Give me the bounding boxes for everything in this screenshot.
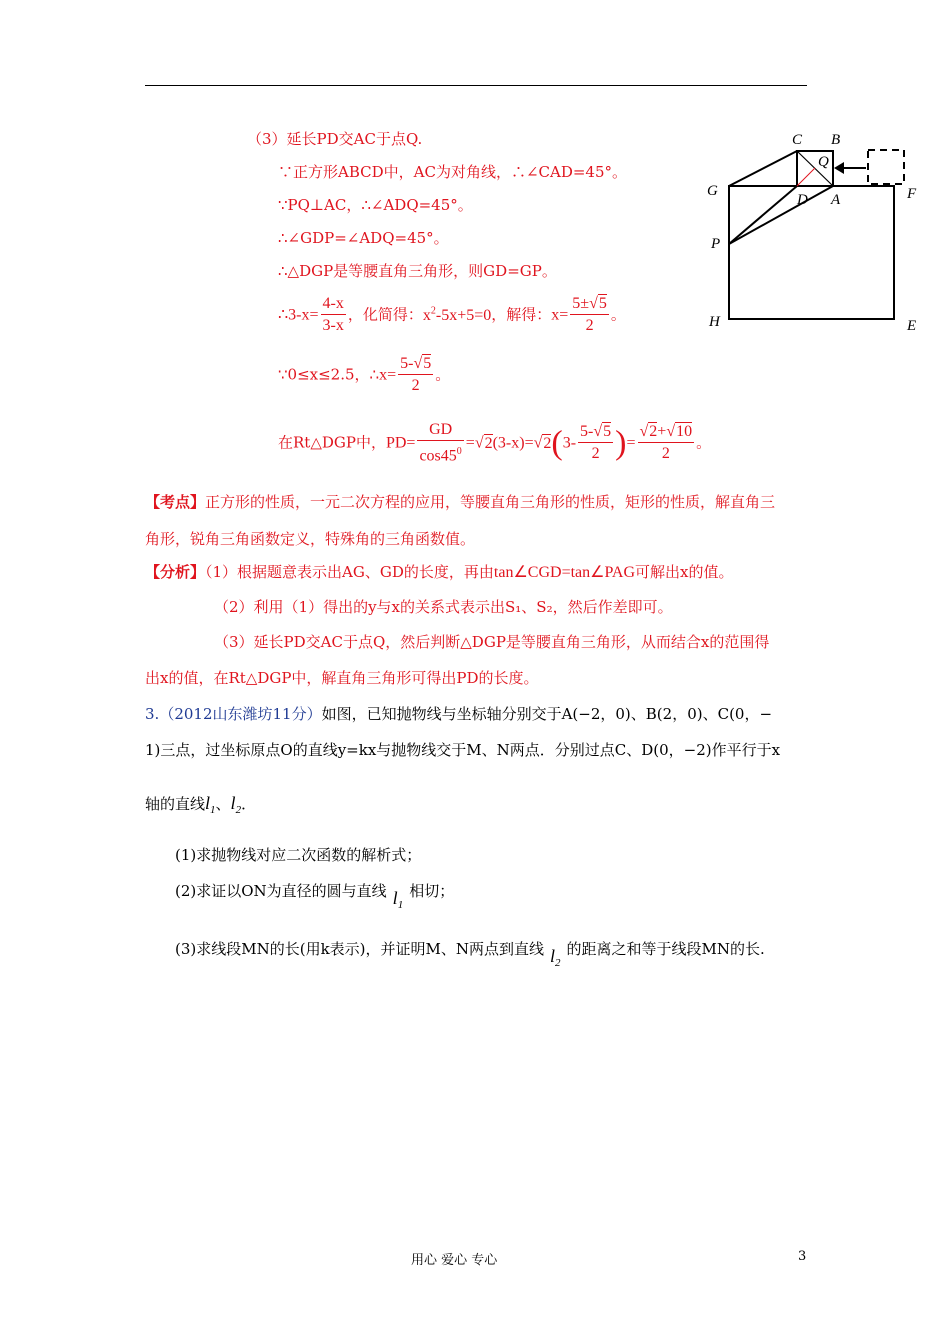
fenxi-line1: 【分析】（1）根据题意表示出AG、GD的长度，再由tan∠CGD=tan∠PAG可解出x的值。 xyxy=(145,563,734,581)
l2-symbol-q3: $l_2$ xyxy=(550,946,561,969)
kaodian-line1 xyxy=(145,491,775,513)
problem3-number: 3. xyxy=(145,705,160,723)
step5-prefix: ∴3-x= xyxy=(278,306,319,324)
label-q: Q xyxy=(818,154,829,170)
fenxi-p3a: （3）延长PD交AC于点Q，然后判断△DGP是等腰直角三角形，从而结合x的范围得 xyxy=(214,633,770,651)
fenxi-p2: （2）利用（1）得出的y与x的关系式表示出S₁、S₂，然后作差即可。 xyxy=(214,598,673,616)
step6-end: 。 xyxy=(435,365,451,384)
label-d: D xyxy=(797,192,808,208)
step5-frac-num: 4-x xyxy=(321,294,346,315)
label-p: P xyxy=(711,236,721,252)
step5-end: 。 xyxy=(610,305,626,324)
kaodian-text1: 正方形的性质，一元二次方程的应用，等腰直角三角形的性质，矩形的性质，解直角三 xyxy=(205,493,776,511)
kaodian-line2: 角形，锐角三角函数定义，特殊角的三角函数值。 xyxy=(145,530,476,548)
step5-frac-den: 3-x xyxy=(322,317,344,334)
segment-pa xyxy=(729,186,833,244)
fenxi-tan-formula: tan∠CGD=tan∠PAG xyxy=(493,564,636,581)
step7-prefix: 在Rt△DGP中， xyxy=(278,433,386,452)
header-rule xyxy=(145,85,807,86)
geometry-figure xyxy=(700,125,930,340)
part3-intro: （3）延长PD交AC于点Q. xyxy=(247,130,423,148)
step5-mid: ，化简得： xyxy=(347,305,423,324)
label-b: B xyxy=(831,132,841,148)
problem3-q2: (2)求证以ON为直径的圆与直线 $l_1$相切； xyxy=(175,880,454,916)
step5-mid2: ，解得： xyxy=(491,305,552,324)
label-e: E xyxy=(907,318,917,334)
dashed-square xyxy=(868,150,904,184)
part3-step2: ∵PQ⊥AC，∴∠ADQ=45°。 xyxy=(278,196,473,214)
footer-center: 用心 爱心 专心 xyxy=(411,1253,498,1268)
part3-step4: ∴△DGP是等腰直角三角形，则GD=GP。 xyxy=(278,262,557,280)
step5-x: x= xyxy=(551,306,569,324)
label-g: G xyxy=(707,183,718,199)
step5-solution-fraction: $\frac{5\pm√5}{2}$ xyxy=(572,295,607,334)
part3-step7: 在Rt△DGP中，PD= $\frac{GD}{\cos 45^0}$ =√2(3-x)=√2(3- $\frac{5-√5}{2}$ )= $\frac{√2+√10}{2}$ 。 xyxy=(278,420,711,467)
label-a: A xyxy=(831,192,841,208)
step6-prefix: ∵0≤x≤2.5，∴ xyxy=(278,365,380,384)
problem3-text2: 1)三点，过坐标原点O的直线y=kx与抛物线交于M、N两点．分别过点C、D(0，−2)作平行于x xyxy=(145,741,781,759)
step6-fraction: $\frac{5-√5}{2}$ xyxy=(400,355,432,394)
problem3-text1: 如图，已知抛物线与坐标轴分别交于A(−2，0)、B(2，0)、C(0，− xyxy=(321,705,773,723)
problem3-q3: (3)求线段MN的长(用k表示)，并证明M、N两点到直线 $l_2$的距离之和等于线段MN的长. xyxy=(175,938,765,974)
step5-eq: $x^2-5x+5=0$ xyxy=(422,305,492,324)
l2-symbol: $l_2$ xyxy=(230,793,242,816)
l1-symbol-q2: $l_1$ xyxy=(392,888,404,911)
step7-result-fraction: $\frac{√2+√10}{2}$ xyxy=(639,423,693,463)
problem3-source: （2012山东潍坊11分） xyxy=(159,705,322,723)
label-f: F xyxy=(907,186,917,202)
arrow-head xyxy=(834,162,844,174)
label-h: H xyxy=(709,314,720,330)
page-number: 3 xyxy=(798,1249,807,1264)
label-c: C xyxy=(792,132,803,148)
step5-fraction xyxy=(321,294,346,337)
fenxi-label: 【分析】 xyxy=(145,563,206,581)
step7-end: 。 xyxy=(696,433,712,452)
problem3-line3: 轴的直线$l_1$、$l_2$． xyxy=(145,793,257,816)
step7-pd: PD= xyxy=(385,434,416,452)
segment-gc xyxy=(729,151,797,186)
step7-fraction-gd-cos: $\frac{GD}{\cos 45^0}$ xyxy=(419,421,462,465)
part3-step3: ∴∠GDP=∠ADQ=45°。 xyxy=(278,229,449,247)
kaodian-label: 【考点】 xyxy=(145,493,206,511)
step7-inner-fraction: $\frac{5-√5}{2}$ xyxy=(580,423,612,463)
problem3-line1 xyxy=(145,703,772,725)
l1-symbol: $l_1$ xyxy=(205,793,216,816)
part3-step1: ∵正方形ABCD中，AC为对角线，∴∠CAD=45°。 xyxy=(278,163,628,181)
step6-x: x= xyxy=(379,366,397,384)
segment-dq xyxy=(797,168,815,186)
segment-pd xyxy=(729,186,797,244)
part3-step5 xyxy=(278,294,626,337)
rectangle-efgh xyxy=(729,186,894,319)
problem3-q1: (1)求抛物线对应二次函数的解析式； xyxy=(175,846,422,864)
part3-step6 xyxy=(278,354,450,397)
fenxi-p3b: 出x的值，在Rt△DGP中，解直角三角形可得出PD的长度。 xyxy=(145,669,539,687)
